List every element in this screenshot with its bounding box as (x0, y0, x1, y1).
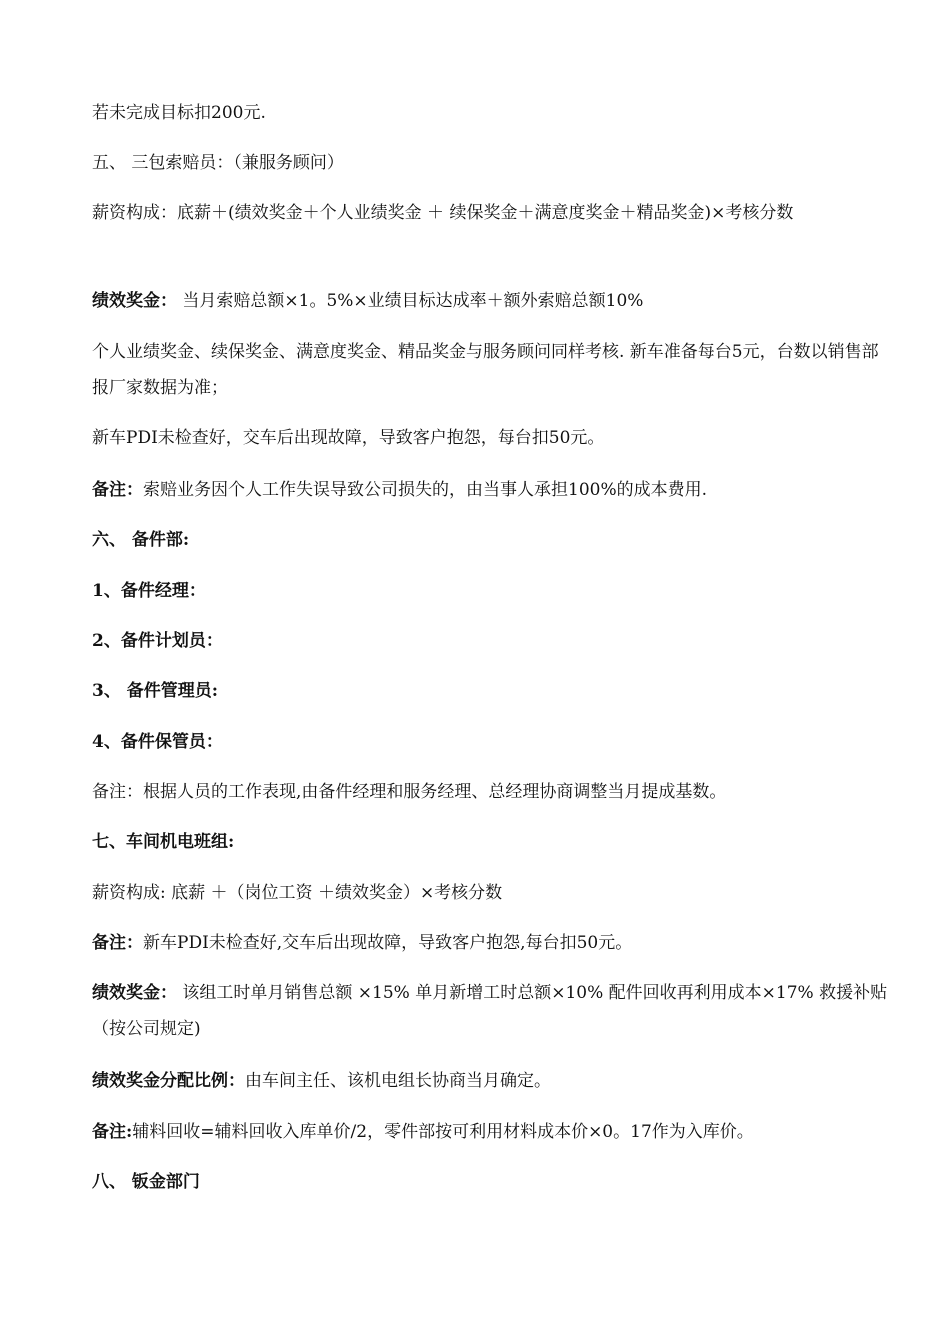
text-remark: 辅料回收=辅料回收入库单价/2，零件部按可利用材料成本价×0。17作为入库价。 (132, 1122, 754, 1142)
label-remark: 备注： (92, 933, 143, 953)
label-performance-bonus: 绩效奖金： (92, 983, 177, 1003)
paragraph-personal-bonus: 个人业绩奖金、续保奖金、满意度奖金、精品奖金与服务顾问同样考核. 新车准备每台5元，台数以销售部报厂家数据为准； (92, 342, 879, 398)
label-performance-bonus: 绩效奖金： (92, 291, 177, 311)
label-remark: 备注: (92, 1122, 133, 1142)
paragraph-materials-remark (92, 1114, 890, 1150)
label-remark: 备注： (92, 480, 143, 500)
paragraph-claims-remark (92, 472, 890, 508)
text-bonus-allocation: 由车间主任、该机电组长协商当月确定。 (245, 1071, 551, 1091)
section-heading-workshop-team: 七、车间机电班组: (92, 832, 235, 852)
paragraph-performance-bonus-claims (92, 283, 890, 319)
paragraph-parts-remark: 备注：根据人员的工作表现,由备件经理和服务经理、总经理协商调整当月提成基数。 (92, 782, 727, 802)
section-heading-sheet-metal: 八、 钣金部门 (92, 1172, 200, 1192)
text-remark: 索赔业务因个人工作失误导致公司损失的，由当事人承担100%的成本费用. (143, 480, 708, 500)
text-remark: 新车PDI未检查好,交车后出现故障，导致客户抱怨,每台扣50元。 (143, 933, 633, 953)
section-heading-parts-dept: 六、 备件部: (92, 530, 190, 550)
paragraph-deduction-note: 若未完成目标扣200元. (92, 103, 266, 123)
paragraph-workshop-remark (92, 925, 890, 961)
paragraph-salary-structure-workshop: 薪资构成: 底薪 ＋（岗位工资 ＋绩效奖金）×考核分数 (92, 883, 503, 903)
text-performance-bonus: 该组工时单月销售总额 ×15% 单月新增工时总额×10% 配件回收再利用成本×17% 救援补贴（按公司规定) (92, 983, 888, 1039)
heading-parts-manager: 1、备件经理： (92, 581, 206, 601)
text-performance-bonus: 当月索赔总额×1。5%×业绩目标达成率＋额外索赔总额10% (177, 291, 644, 311)
paragraph-pdi-penalty: 新车PDI未检查好，交车后出现故障，导致客户抱怨，每台扣50元。 (92, 428, 605, 448)
heading-parts-planner: 2、备件计划员： (92, 631, 223, 651)
label-bonus-allocation: 绩效奖金分配比例： (92, 1071, 245, 1091)
paragraph-performance-bonus-workshop (92, 975, 890, 1047)
heading-parts-keeper: 4、备件保管员： (92, 732, 223, 752)
paragraph-salary-structure-claims: 薪资构成：底薪＋(绩效奖金＋个人业绩奖金 ＋ 续保奖金＋满意度奖金＋精品奖金)×考核分数 (92, 203, 794, 223)
paragraph-bonus-allocation (92, 1063, 890, 1099)
section-heading-claims-staff: 五、 三包索赔员：（兼服务顾问） (92, 153, 344, 173)
heading-parts-administrator: 3、 备件管理员: (92, 681, 219, 701)
